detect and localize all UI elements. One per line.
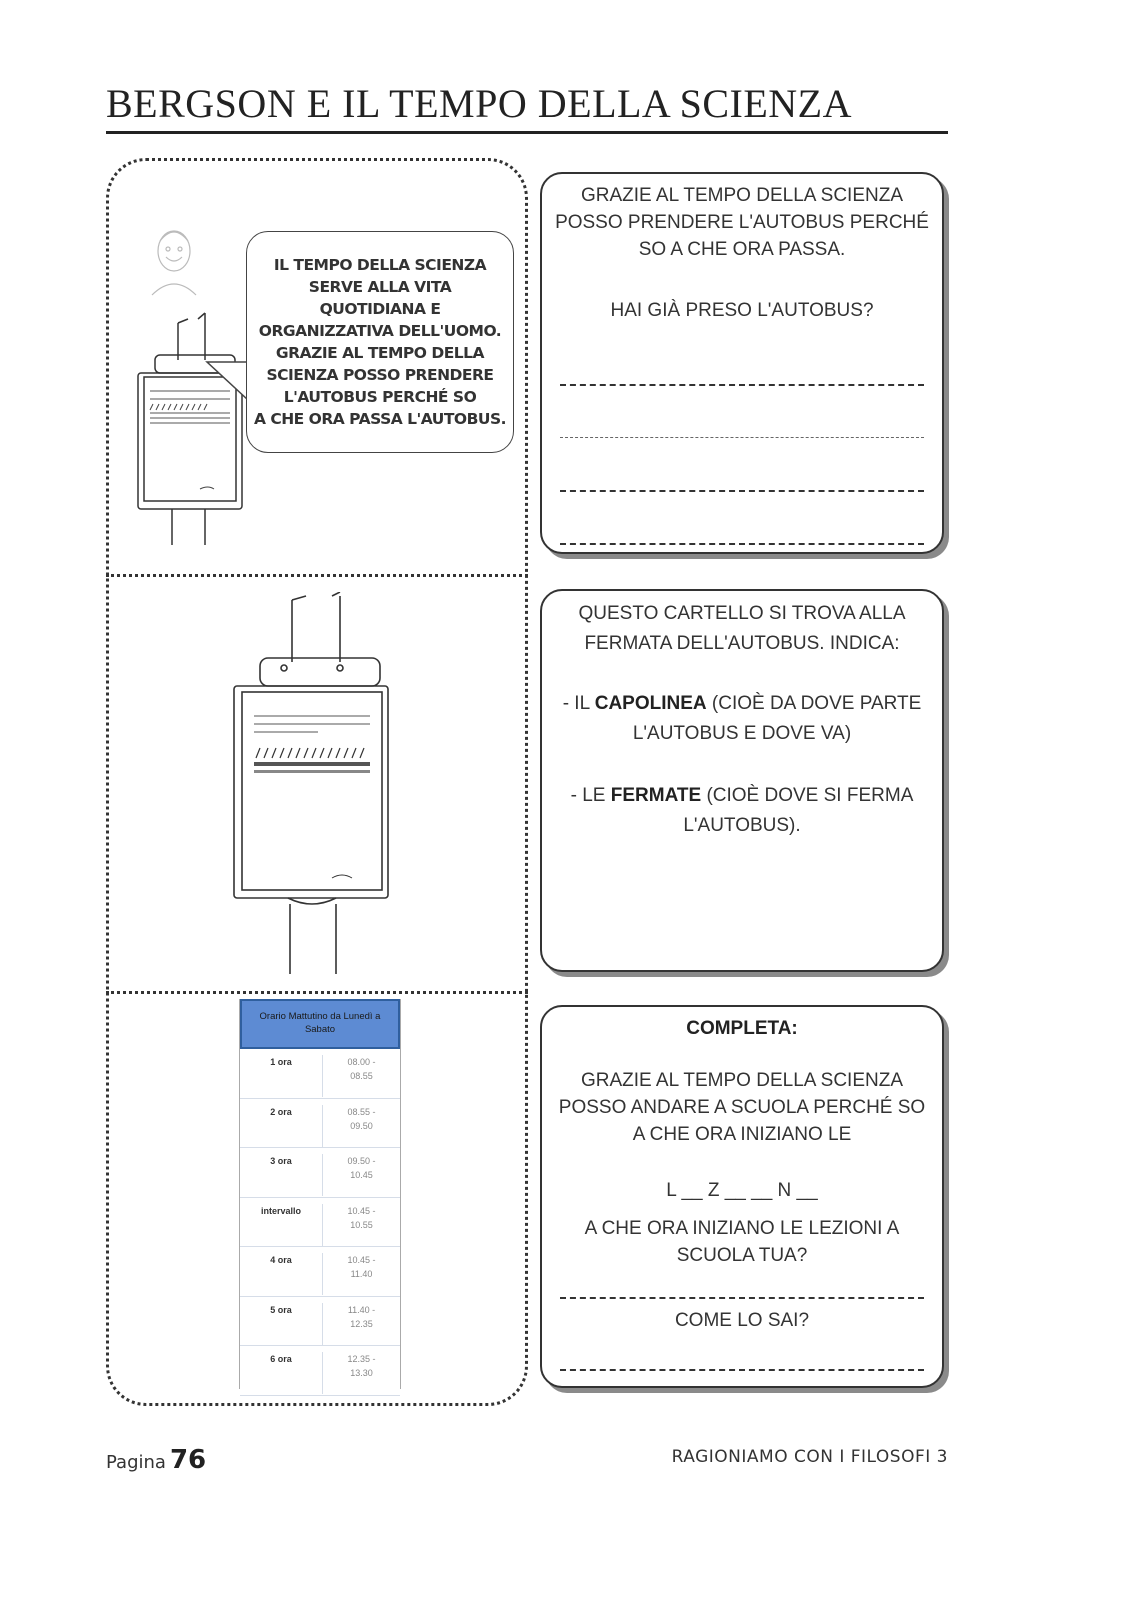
table-row: 6 ora 12.35 - 13.30 (240, 1346, 400, 1396)
page-title: BERGSON E IL TEMPO DELLA SCIENZA (106, 80, 948, 134)
speech-bubble-text: IL TEMPO DELLA SCIENZA SERVE ALLA VITA QUOTIDIANA E ORGANIZZATIVA DELL'UOMO. GRAZIE AL TEMPO DELLA SCIENZA POSSO PRENDERE L'AUTOBUS PERCHÉ SO A CHE ORA PASSA L'AUTOBUS. (253, 256, 507, 428)
fill-in-word[interactable]: L __ Z __ __ N __ (666, 1180, 818, 1201)
card-heading: COMPLETA: (686, 1018, 798, 1039)
table-row: 3 ora 09.50 - 10.45 (240, 1148, 400, 1198)
card-question: A CHE ORA INIZIANO LE LEZIONI A SCUOLA TUA? (584, 1218, 900, 1266)
answer-line[interactable] (560, 490, 924, 492)
answer-line[interactable] (560, 437, 924, 438)
card-question: HAI GIÀ PRESO L'AUTOBUS? (610, 300, 874, 321)
school-schedule-table (239, 999, 401, 1389)
card-item-capolinea: - IL CAPOLINEA (CIOÈ DA DOVE PARTE L'AUTOBUS E DOVE VA) (562, 693, 922, 744)
card-bus-question (540, 172, 944, 554)
table-row: intervallo 10.45 - 10.55 (240, 1198, 400, 1248)
answer-line[interactable] (560, 1297, 924, 1299)
speech-bubble (246, 231, 514, 453)
bergson-portrait-icon (152, 231, 196, 295)
card-question-2: COME LO SAI? (674, 1310, 810, 1331)
page-number: Pagina 76 (106, 1445, 207, 1475)
bus-stop-sign-large-illustration (228, 592, 398, 982)
panel-divider (106, 991, 528, 994)
card-item-fermate: - LE FERMATE (CIOÈ DOVE SI FERMA L'AUTOBUS). (570, 785, 914, 836)
card-bus-sign-task (540, 589, 944, 972)
card-intro: QUESTO CARTELLO SI TROVA ALLA FERMATA DELL'AUTOBUS. INDICA: (578, 603, 906, 654)
card-completa (540, 1005, 944, 1388)
table-row: 1 ora 08.00 - 08.55 (240, 1049, 400, 1099)
table-row: 2 ora 08.55 - 09.50 (240, 1099, 400, 1149)
card-intro: GRAZIE AL TEMPO DELLA SCIENZA POSSO ANDARE A SCUOLA PERCHÉ SO A CHE ORA INIZIANO LE (558, 1070, 926, 1145)
table-row: 4 ora 10.45 - 11.40 (240, 1247, 400, 1297)
panel-divider (106, 574, 528, 577)
answer-line[interactable] (560, 1369, 924, 1371)
schedule-header: Orario Mattutino da Lunedì a Sabato (240, 999, 400, 1049)
book-title: RAGIONIAMO CON I FILOSOFI 3 (671, 1447, 948, 1467)
answer-line[interactable] (560, 543, 924, 545)
answer-line[interactable] (560, 384, 924, 386)
table-row: 5 ora 11.40 - 12.35 (240, 1297, 400, 1347)
card-intro: GRAZIE AL TEMPO DELLA SCIENZA POSSO PRENDERE L'AUTOBUS PERCHÉ SO A CHE ORA PASSA. (555, 185, 929, 260)
